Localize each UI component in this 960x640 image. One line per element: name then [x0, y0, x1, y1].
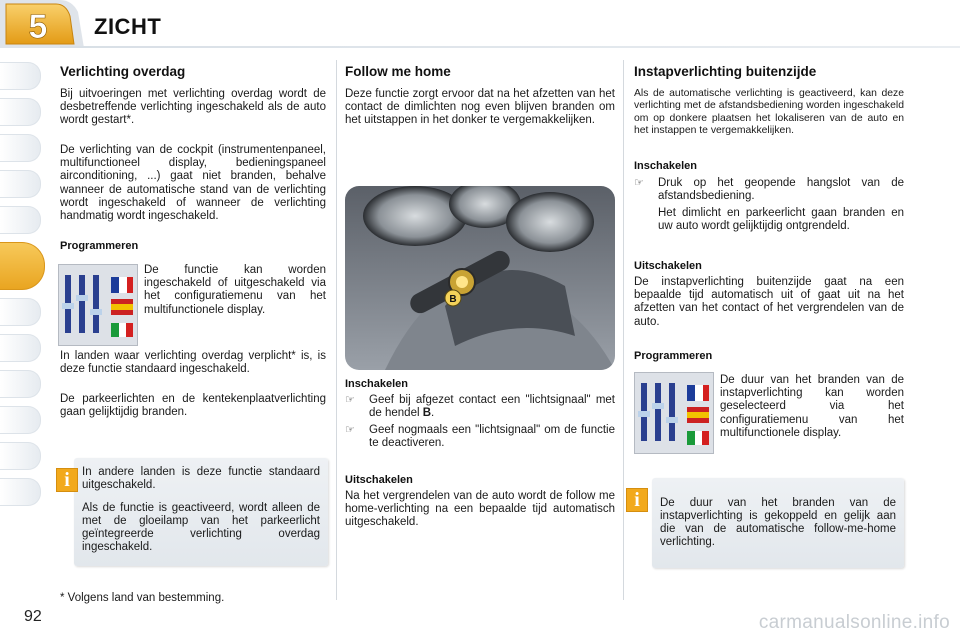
col3-info-paragraph-1: De duur van het branden van de instapverlichting is gekoppeld en gelijk aan die van de automatische follow-me-home verlichting.	[660, 497, 896, 548]
pointing-hand-icon: ☞	[345, 394, 355, 406]
header-rule	[60, 46, 960, 48]
side-tab-1[interactable]	[0, 62, 41, 90]
col3-paragraph-1: Als de automatische verlichting is geactiveerd, kan deze verlichting met de afstandsbediening worden ingeschakeld om op donkere plaatsen het lokaliseren van de auto en het instappen te vergemakkelijken.	[634, 88, 904, 136]
col1-paragraph-3: In landen waar verlichting overdag verplicht* is, is deze functie standaard ingeschakeld.	[60, 350, 326, 376]
col2-uitschakelen-label: Uitschakelen	[345, 474, 413, 486]
col1-info-paragraph-1: In andere landen is deze functie standaard uitgeschakeld.	[82, 466, 320, 491]
side-tab-6-active[interactable]	[0, 242, 45, 290]
info-icon: i	[56, 468, 78, 492]
col1-programmeren-text: De functie kan worden ingeschakeld of uitgeschakeld via het configuratiemenu van het multifunctionele display.	[144, 264, 326, 316]
lighting-stalk-photo	[345, 186, 615, 370]
chapter-title: ZICHT	[94, 14, 162, 39]
side-tab-7[interactable]	[0, 298, 41, 326]
col2-bullet-2: ☞ Geef nogmaals een "lichtsignaal" om de functie te deactiveren.	[345, 424, 615, 450]
side-tab-10[interactable]	[0, 406, 41, 434]
chapter-side-tabs	[0, 62, 44, 514]
column-divider-1	[336, 60, 337, 600]
col1-paragraph-1: Bij uitvoeringen met verlichting overdag wordt de desbetreffende verlichting ingeschakeld als de auto wordt gestart*.	[60, 88, 326, 127]
page-number: 92	[24, 608, 42, 625]
col3-paragraph-2: De instapverlichting buitenzijde gaat na een bepaalde tijd automatisch uit of gaat uit na het afzetten van het contact of het vergrendelen van de auto.	[634, 276, 904, 328]
display-settings-icon	[58, 264, 138, 346]
side-tab-8[interactable]	[0, 334, 41, 362]
col1-programmeren-label: Programmeren	[60, 240, 139, 252]
col3-programmeren-text: De duur van het branden van de instapverlichting kan worden geselecteerd via het configuratiemenu van het multifunctionele display.	[720, 374, 904, 439]
col2-inschakelen-label: Inschakelen	[345, 378, 408, 390]
photo-callout-b: B	[449, 294, 457, 305]
section-title-verlichting-overdag: Verlichting overdag	[60, 64, 186, 79]
section-title-follow-me-home: Follow me home	[345, 64, 451, 79]
col3-bullet-1-continuation: Het dimlicht en parkeerlicht gaan branden en uw auto wordt gelijktijdig ontgrendeld.	[658, 207, 904, 233]
side-tab-3[interactable]	[0, 134, 41, 162]
col2-paragraph-1: Deze functie zorgt ervoor dat na het afzetten van het contact de dimlichten nog even blijven branden om het uitstappen in het donker te vergemakkelijken.	[345, 88, 615, 127]
col1-paragraph-4: De parkeerlichten en de kentekenplaatverlichting gaan gelijktijdig branden.	[60, 393, 326, 419]
col3-programmeren-label: Programmeren	[634, 350, 713, 362]
side-tab-5[interactable]	[0, 206, 41, 234]
col3-uitschakelen-label: Uitschakelen	[634, 260, 702, 272]
column-divider-2	[623, 60, 624, 600]
side-tab-11[interactable]	[0, 442, 41, 470]
info-icon: i	[626, 488, 648, 512]
chapter-number: 5	[28, 8, 48, 46]
watermark: carmanualsonline.info	[758, 612, 950, 633]
pointing-hand-icon: ☞	[345, 424, 355, 436]
side-tab-9[interactable]	[0, 370, 41, 398]
col1-info-paragraph-2: Als de functie is geactiveerd, wordt alleen de met de gloeilamp van het parkeerlicht geïntegreerde verlichting overdag ingeschakeld.	[82, 502, 320, 553]
col3-inschakelen-label: Inschakelen	[634, 160, 697, 172]
pointing-hand-icon: ☞	[634, 177, 644, 189]
side-tab-2[interactable]	[0, 98, 41, 126]
side-tab-12[interactable]	[0, 478, 41, 506]
col2-paragraph-2: Na het vergrendelen van de auto wordt de follow me home-verlichting na een bepaalde tijd automatisch uitgeschakeld.	[345, 490, 615, 529]
col2-bullet-1: ☞ Geef bij afgezet contact een "lichtsignaal" met de hendel B.	[345, 394, 615, 420]
col3-bullet-1: ☞ Druk op het geopende hangslot van de afstandsbediening.	[634, 177, 904, 203]
section-title-instapverlichting: Instapverlichting buitenzijde	[634, 64, 817, 79]
col1-paragraph-2: De verlichting van de cockpit (instrumentenpaneel, multifunctioneel display, bedieningspaneel airconditioning, ...) gaat niet branden, behalve wanneer de automatische stand van de verlichting wordt ingeschakeld of wanneer de verlichting handmatig wordt ingeschakeld.	[60, 144, 326, 223]
footnote: * Volgens land van bestemming.	[60, 592, 225, 604]
display-settings-icon	[634, 372, 714, 454]
chapter-number-badge	[0, 0, 84, 50]
side-tab-4[interactable]	[0, 170, 41, 198]
